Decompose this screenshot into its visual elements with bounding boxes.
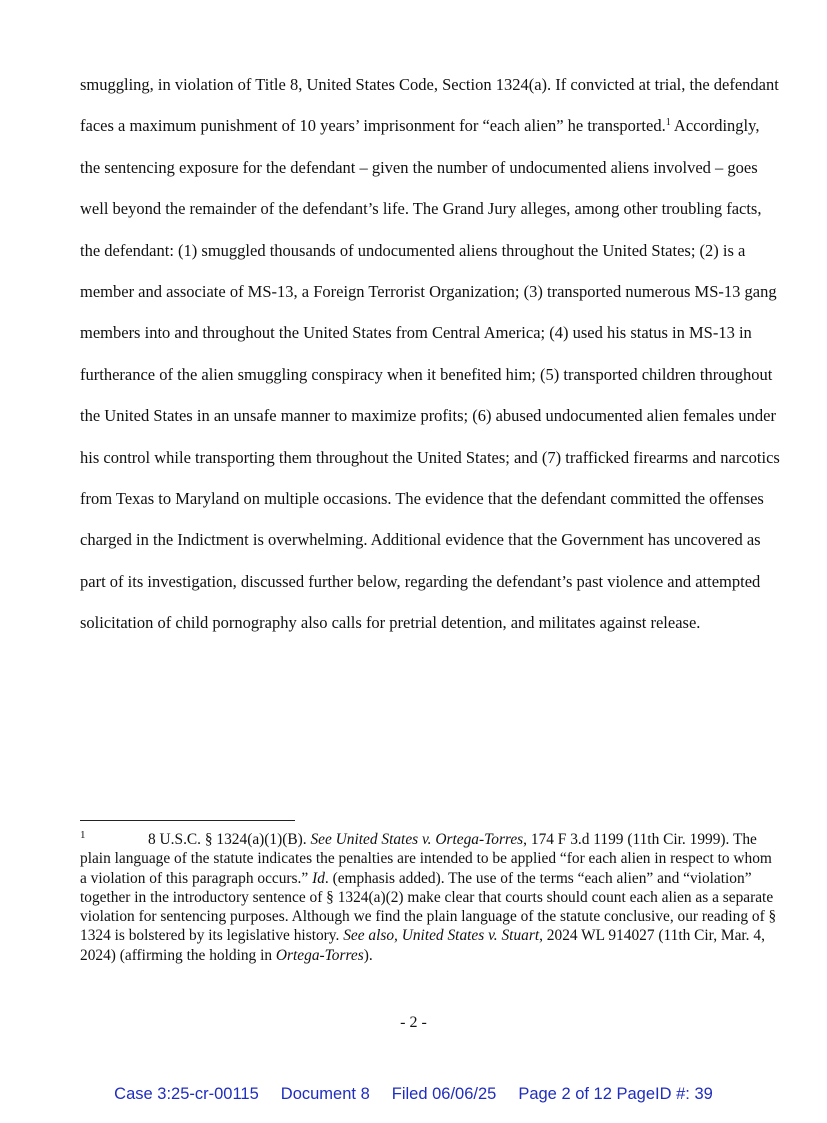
- footnote-reference: 1: [665, 117, 671, 129]
- footnote-citation-3: Ortega-Torres: [275, 946, 364, 964]
- body-text-part-1: smuggling, in violation of Title 8, United States Code, Section 1324(a). If convicted at trial, the defendant faces a maximum punishment of 10 years’ imprisonment for “each alien” he transported.: [80, 75, 779, 136]
- page-id: Page 2 of 12 PageID #: 39: [518, 1085, 713, 1103]
- footnote-text-1: 8 U.S.C. § 1324(a)(1)(B).: [148, 831, 311, 848]
- document-number: Document 8: [280, 1085, 370, 1103]
- body-paragraph: [80, 64, 780, 644]
- case-number: Case 3:25-cr-00115: [114, 1085, 259, 1103]
- footnote-citation-1: See United States v. Ortega-Torres: [310, 831, 524, 848]
- filing-header-stamp: [0, 1085, 827, 1104]
- footnote: 1 8 U.S.C. § 1324(a)(1)(B). See United States v. Ortega-Torres, 174 F 3.d 1199 (11th Cir. 1999). The plain language of the statute indicates the penalties are intended to be applied “for each alien in respect to whom a violation of this paragraph occurs.” Id. (emphasis added). The use of the terms “each alien” and “violation” together in the introductory sentence of § 1324(a)(2) make clear that courts should count each alien as a separate violation for sentencing purposes. Although we find the plain language of the statute conclusive, our reading of § 1324 is bolstered by its legislative history. See also, United States v. Stuart, 2024 WL 914027 (11th Cir, Mar. 4, 2024) (affirming the holding in Ortega-Torres).: [80, 829, 777, 964]
- filed-date: Filed 06/06/25: [391, 1085, 497, 1103]
- footnote-text-5: ).: [363, 946, 373, 964]
- body-text-part-2: Accordingly, the sentencing exposure for the defendant – given the number of undocumented aliens involved – goes well beyond the remainder of the defendant’s life. The Grand Jury alleges, among other troubling facts, the defendant: (1) smuggled thousands of undocumented aliens throughout the United States; (2) is a member and associate of MS-13, a Foreign Terrorist Organization; (3) transported numerous MS-13 gang members into and throughout the United States from Central America; (4) used his status in MS-13 in furtherance of the alien smuggling conspiracy when it benefited him; (5) transported children throughout the United States in an unsafe manner to maximize profits; (6) abused undocumented alien females under his control while transporting them throughout the United States; and (7) trafficked firearms and narcotics from Texas to Maryland on multiple occasions. The evidence that the defendant committed the offenses charged in the Indictment is overwhelming. Additional evidence that the Government has uncovered as part of its investigation, discussed further below, regarding the defendant’s past violence and attempted solicitation of child pornography also calls for pretrial detention, and militates against release.: [80, 116, 780, 633]
- footnote-citation-2: See also, United States v. Stuart: [343, 927, 540, 945]
- footnote-divider: [80, 820, 295, 821]
- page-number: - 2 -: [400, 1014, 427, 1031]
- footnote-text-4: , 2024 WL 914027 (11th Cir, Mar. 4, 2024) (affirming the holding in: [80, 927, 765, 964]
- footnote-text-2: , 174 F 3.d 1199 (11th Cir. 1999). The plain language of the statute indicates the penalties are intended to be applied “for each alien in respect to whom a violation of this paragraph occurs.”: [80, 831, 772, 887]
- footnote-id-citation: Id: [312, 869, 325, 887]
- footnote-text-3: . (emphasis added). The use of the terms “each alien” and “violation” together in the introductory sentence of § 1324(a)(2) make clear that courts should count each alien as a separate violation for sentencing purposes. Although we find the plain language of the statute conclusive, our reading of § 1324 is bolstered by its legislative history.: [80, 869, 777, 945]
